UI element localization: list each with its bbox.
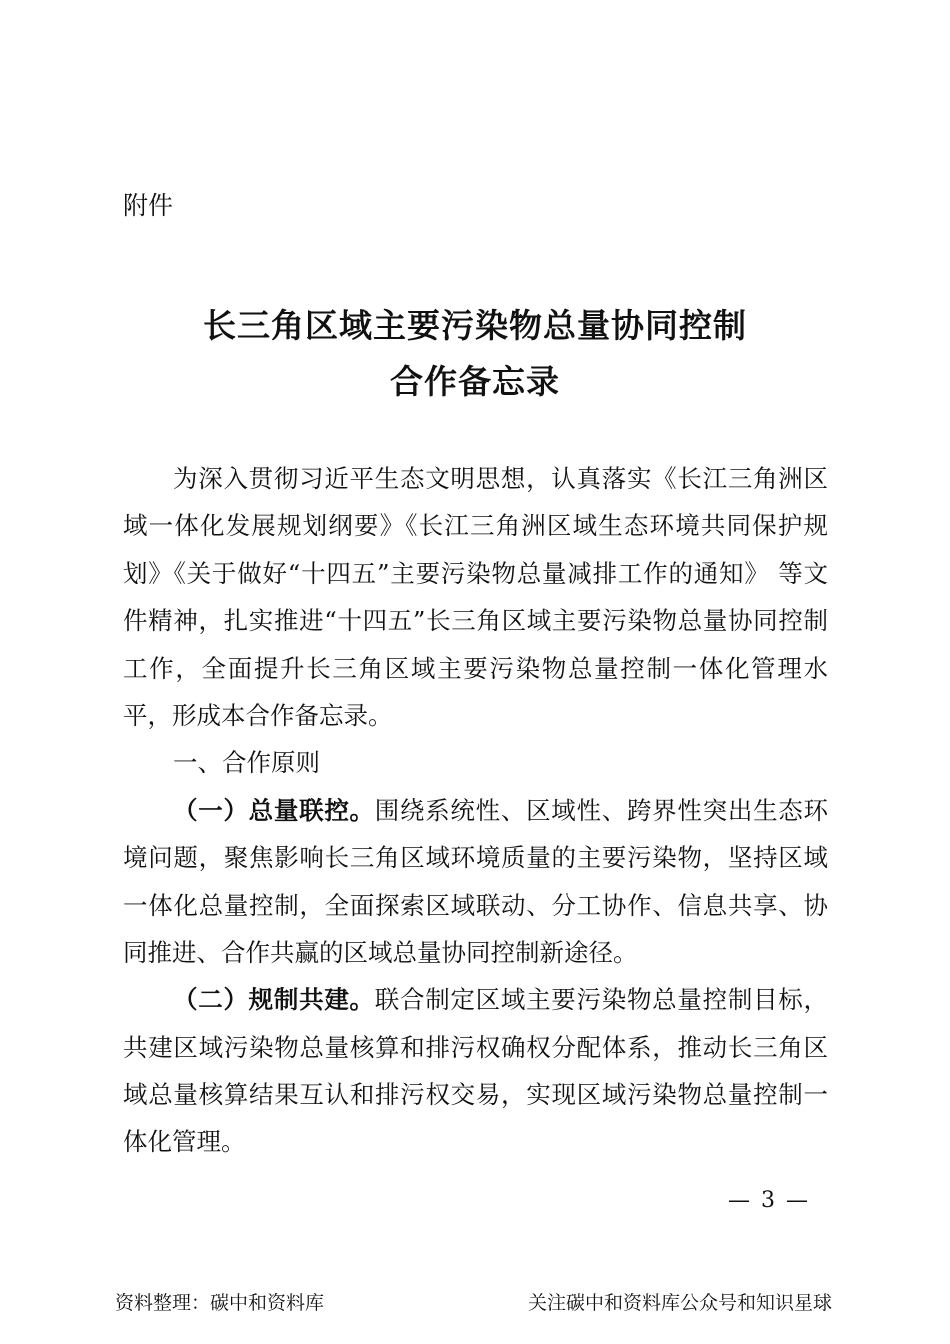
document-title-line-1: 长三角区域主要污染物总量协同控制 <box>203 306 747 345</box>
item-2-first-line <box>123 976 828 1023</box>
item-1-line: 一体化总量控制，全面探索区域联动、分工协作、信息共享、协 <box>123 890 828 920</box>
intro-line: 平，形成本合作备忘录。 <box>123 700 393 730</box>
item-2-line: 域总量核算结果互认和排污权交易，实现区域污染物总量控制一 <box>123 1080 828 1110</box>
intro-line: 划》《关于做好“十四五”主要污染物总量减排工作的通知》 等文 <box>123 558 828 588</box>
item-2-text: 联合制定区域主要污染物总量控制目标， <box>374 985 829 1015</box>
item-1-first-line <box>123 787 828 834</box>
page-number: — 3 — <box>728 1188 810 1213</box>
intro-line: 工作，全面提升长三角区域主要污染物总量控制一体化管理水 <box>123 653 828 683</box>
footer-left-note: 资料整理：碳中和资料库 <box>115 1292 325 1314</box>
document-body <box>123 455 828 1166</box>
section-heading: 一、合作原则 <box>173 748 320 778</box>
intro-line: 为深入贯彻习近平生态文明思想，认真落实《长江三角洲区 <box>173 464 828 493</box>
item-1-text: 围绕系统性、区域性、跨界性突出生态环 <box>374 795 829 825</box>
item-1-label: （一）总量联控。 <box>173 795 375 825</box>
footer-right-note: 关注碳中和资料库公众号和知识星球 <box>527 1292 832 1314</box>
item-2-label: （二）规制共建。 <box>173 985 375 1015</box>
item-2-line: 体化管理。 <box>123 1127 246 1157</box>
document-title-line-2: 合作备忘录 <box>390 362 560 401</box>
attachment-label: 附件 <box>123 191 174 220</box>
item-1-line: 境问题，聚焦影响长三角区域环境质量的主要污染物，坚持区域 <box>123 843 828 873</box>
item-2-line: 共建区域污染物总量核算和排污权确权分配体系，推动长三角区 <box>123 1032 828 1062</box>
intro-line: 域一体化发展规划纲要》《长江三角洲区域生态环境共同保护规 <box>123 511 828 541</box>
item-1-line: 同推进、合作共赢的区域总量协同控制新途径。 <box>123 937 638 967</box>
intro-line: 件精神，扎实推进“十四五”长三角区域主要污染物总量协同控制 <box>123 606 828 636</box>
